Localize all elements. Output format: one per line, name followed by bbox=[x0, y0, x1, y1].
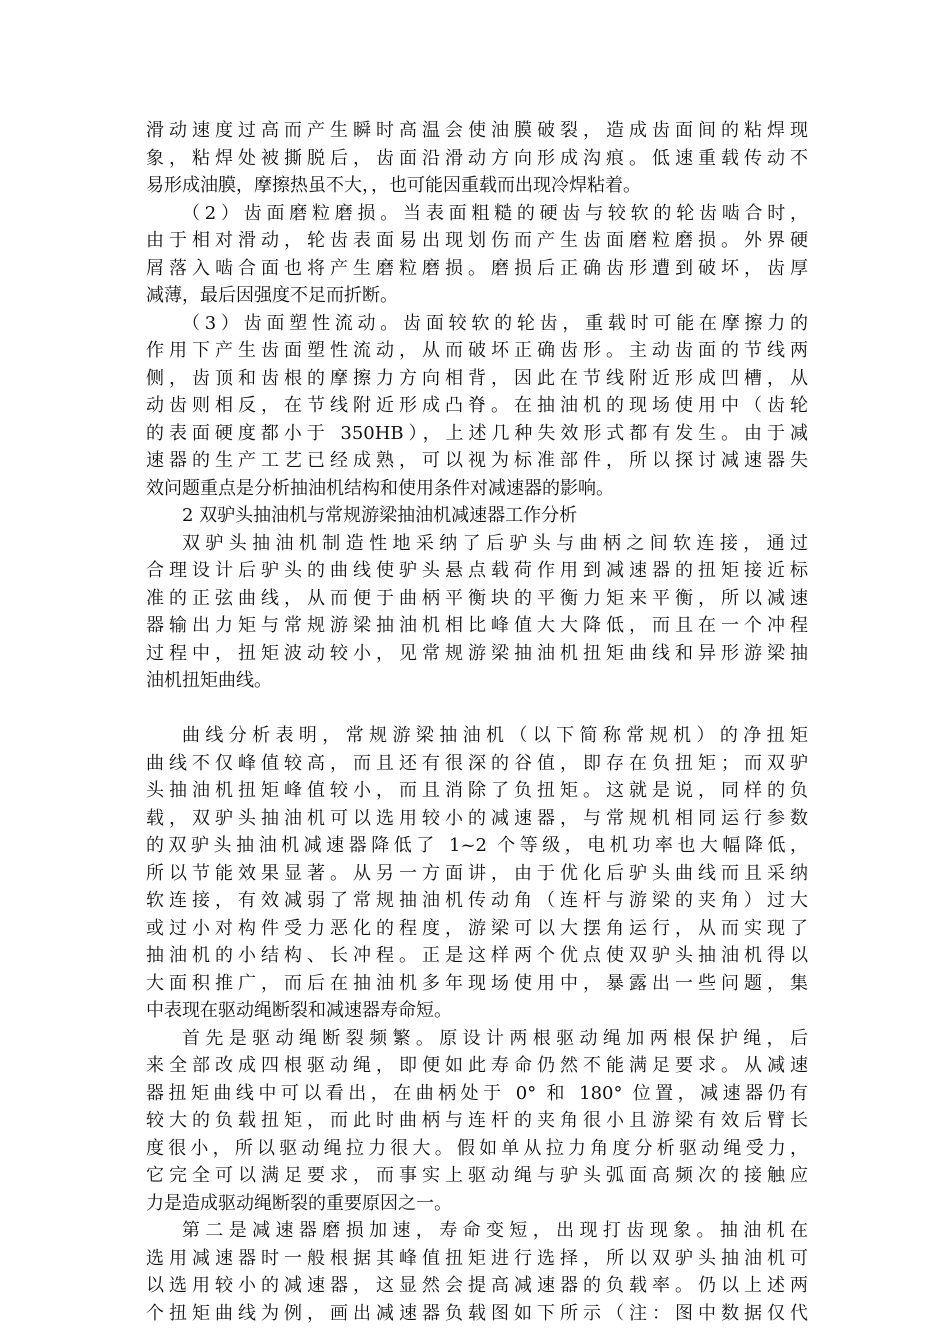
text-line: 曲线不仅峰值较高，而且还有很深的谷值，即存在负扭矩；而双驴 bbox=[146, 752, 808, 774]
text-line: 所以节能效果显著。从另一方面讲，由于优化后驴头曲线而且采纳 bbox=[146, 862, 808, 884]
text-line: 器输出力矩与常规游梁抽油机相比峰值大大降低，而且在一个冲程 bbox=[146, 615, 808, 636]
text-line: 屑落入啮合面也将产生磨粒磨损。磨损后正确齿形遭到破坏，齿厚 bbox=[146, 257, 808, 279]
text-line: 度很小，所以驱动绳拉力很大。假如单从拉力角度分析驱动绳受力， bbox=[146, 1137, 808, 1159]
text-line: 软连接，有效减弱了常规抽油机传动角（连杆与游梁的夹角）过大 bbox=[146, 890, 808, 911]
text-line: 过程中，扭矩波动较小，见常规游梁抽油机扭矩曲线和异形游梁抽 bbox=[146, 642, 808, 664]
text-line: 载，双驴头抽油机可以选用较小的减速器，与常规机相同运行参数 bbox=[146, 807, 808, 829]
text-line: 滑动速度过高而产生瞬时高温会使油膜破裂，造成齿面间的粘焊现 bbox=[146, 120, 808, 141]
text-line: 效问题重点是分析抽油机结构和使用条件对减速器的影响。 bbox=[146, 477, 614, 499]
text-line: 象，粘焊处被撕脱后，齿面沿滑动方向形成沟痕。低速重载传动不 bbox=[146, 147, 808, 169]
text-line: 侧，齿顶和齿根的摩擦力方向相背，因此在节线附近形成凹槽，从 bbox=[146, 367, 808, 389]
text-line: 易形成油膜，摩擦热虽不大，，也可能因重载而出现冷焊粘着。 bbox=[146, 175, 641, 196]
text-line: 或过小对构件受力恶化的程度，游梁可以大摆角运行，从而实现了 bbox=[146, 917, 808, 939]
text-line: 来全部改成四根驱动绳，即便如此寿命仍然不能满足要求。从减速 bbox=[146, 1055, 808, 1076]
text-line: 较大的负载扭矩，而此时曲柄与连杆的夹角很小且游梁有效后臂长 bbox=[146, 1110, 808, 1131]
text-line: （3）齿面塑性流动。齿面较软的轮齿，重载时可能在摩擦力的 bbox=[182, 312, 808, 334]
text-line: 选用减速器时一般根据其峰值扭矩进行选择，所以双驴头抽油机可 bbox=[146, 1247, 808, 1269]
text-line: 以选用较小的减速器，这显然会提高减速器的负载率。仍以上述两 bbox=[146, 1275, 808, 1296]
document-page bbox=[146, 117, 808, 1327]
text-line: 减薄，最后因强度不足而折断。 bbox=[146, 285, 398, 306]
text-line: 的双驴头抽油机减速器降低了 1~2 个等级，电机功率也大幅降低， bbox=[146, 835, 808, 856]
text-line: 首先是驱动绳断裂频繁。原设计两根驱动绳加两根保护绳，后 bbox=[182, 1027, 808, 1049]
text-line: 抽油机的小结构、长冲程。正是这样两个优点使双驴头抽油机得以 bbox=[146, 945, 808, 966]
text-line: 大面积推广，而后在抽油机多年现场使用中，暴露出一些问题，集 bbox=[146, 972, 808, 994]
text-line: 的表面硬度都小于 350HB），上述几种失效形式都有发生。由于减 bbox=[146, 422, 808, 444]
text-line: 准的正弦曲线，从而便于曲柄平衡块的平衡力矩来平衡，所以减速 bbox=[146, 587, 808, 609]
text-line: 力是造成驱动绳断裂的重要原因之一。 bbox=[146, 1192, 452, 1214]
text-line: 曲线分析表明，常规游梁抽油机（以下简称常规机）的净扭矩 bbox=[182, 725, 808, 746]
text-line: 器扭矩曲线中可以看出，在曲柄处于 0° 和 180° 位置，减速器仍有 bbox=[146, 1082, 808, 1104]
text-line: 头抽油机扭矩峰值较小，而且消除了负扭矩。这就是说，同样的负 bbox=[146, 780, 808, 801]
text-line: 速器的生产工艺已经成熟，可以视为标准部件，所以探讨减速器失 bbox=[146, 450, 808, 471]
text-line: 中表现在驱动绳断裂和减速器寿命短。 bbox=[146, 1000, 452, 1021]
text-line: 油机扭矩曲线。 bbox=[146, 670, 272, 691]
text-line: 个扭矩曲线为例，画出减速器负载图如下所示（注：图中数据仅代 bbox=[146, 1302, 808, 1324]
blank-line bbox=[146, 695, 808, 723]
text-line: （2）齿面磨粒磨损。当表面粗糙的硬齿与较软的轮齿啮合时， bbox=[182, 202, 808, 224]
text-line: 双驴头抽油机制造性地采纳了后驴头与曲柄之间软连接，通过 bbox=[182, 532, 808, 554]
text-line: 合理设计后驴头的曲线使驴头悬点载荷作用到减速器的扭矩接近标 bbox=[146, 560, 808, 581]
text-line: 动齿则相反，在节线附近形成凸脊。在抽油机的现场使用中（齿轮 bbox=[146, 395, 808, 416]
text-line: 作用下产生齿面塑性流动，从而破坏正确齿形。主动齿面的节线两 bbox=[146, 340, 808, 361]
text-line: 它完全可以满足要求，而事实上驱动绳与驴头弧面高频次的接触应 bbox=[146, 1165, 808, 1186]
text-line: 由于相对滑动，轮齿表面易出现划伤而产生齿面磨粒磨损。外界硬 bbox=[146, 230, 808, 251]
text-line: 第二是减速器磨损加速，寿命变短，出现打齿现象。抽油机在 bbox=[182, 1220, 808, 1241]
text-line: 2 双驴头抽油机与常规游梁抽油机减速器工作分析 bbox=[182, 505, 578, 526]
